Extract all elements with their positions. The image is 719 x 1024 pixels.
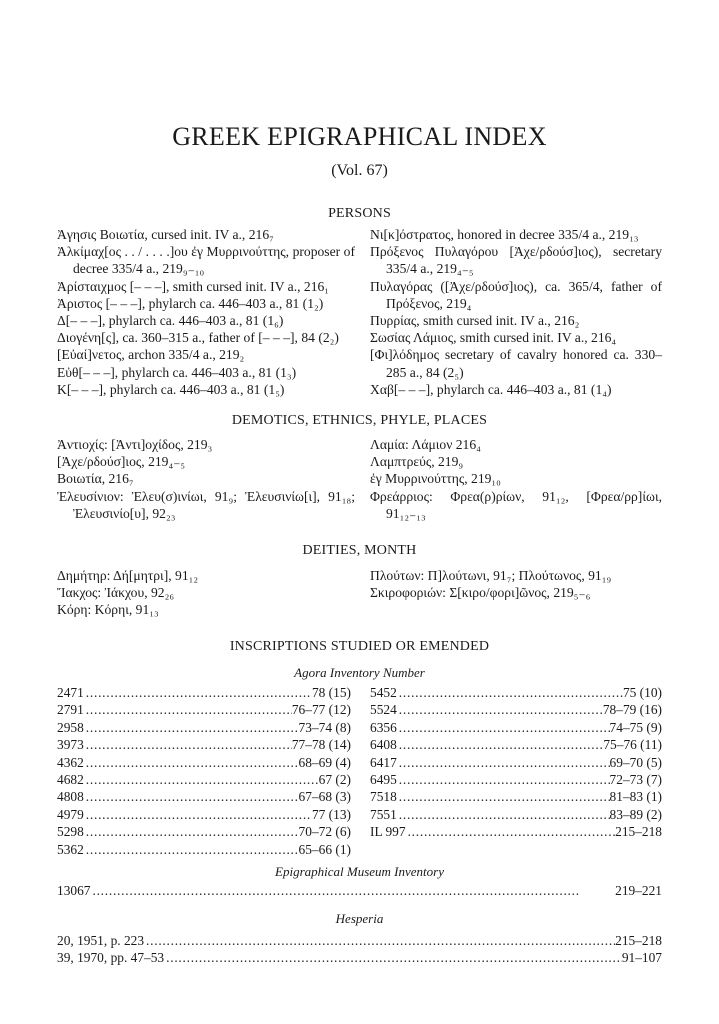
leader-dots <box>397 736 604 753</box>
index-entry: Πλούτων: Π]λούτωνι, 91₇; Πλούτωνος, 91₁₉ <box>370 568 612 583</box>
index-entry: [Φι]λόδημος secretary of cavalry honored ca. 330–285 a., 84 (2₅) <box>370 347 662 380</box>
inventory-number: 7518 <box>370 789 397 805</box>
inventory-row <box>370 823 662 840</box>
inventory-number: 4682 <box>57 772 84 788</box>
inventory-number: 6417 <box>370 754 397 770</box>
leader-dots <box>84 771 319 788</box>
demotics-right-column <box>370 436 662 522</box>
inventory-number: 5524 <box>370 702 397 718</box>
inventory-row <box>370 719 662 736</box>
index-entry: Ἀλκίμαχ[ος . . / . . . .]ου ἐγ Μυρρινούττης, proposer of decree 335/4 a., 219₉₋₁₀ <box>57 244 355 277</box>
volume-label: (Vol. 67) <box>331 162 388 179</box>
page-reference: 219–221 <box>615 883 662 898</box>
leader-dots <box>144 932 615 949</box>
index-entry: Χαβ[– – –], phylarch ca. 446–403 a., 81 (1₄) <box>370 381 612 397</box>
index-entry: Πρόξενος Πυλαγόρου [Ἀχε/ρδούσ]ιος), secretary 335/4 a., 219₄₋₅ <box>370 244 662 277</box>
leader-dots <box>84 736 292 753</box>
section-heading-deities: DEITIES, MONTH <box>302 543 417 558</box>
deities-right-column <box>370 567 662 601</box>
page-reference: 74–75 (9) <box>609 719 662 735</box>
inventory-row <box>57 736 351 753</box>
index-entry: Ἴακχος: Ἰάκχου, 92₂₆ <box>57 585 175 601</box>
page-reference: 73–74 (8) <box>298 719 351 735</box>
persons-left-column <box>57 226 355 398</box>
inventory-row <box>57 719 351 736</box>
museum-list <box>57 882 662 899</box>
index-entry: Νι[κ]όστρατος, honored in decree 335/4 a., 219₁₃ <box>370 227 639 242</box>
demotics-left-column <box>57 436 355 522</box>
index-entry: Ἐλευσίνιον: Ἐλευ(σ)ινίωι, 91₉; Ἐλευσινίω[ι], 91₁₈; Ἐλευσινίο[υ], 92₂₃ <box>57 488 355 521</box>
inventory-row <box>57 823 351 840</box>
leader-dots <box>397 701 603 718</box>
leader-dots <box>84 701 292 718</box>
inventory-number: 2471 <box>57 685 84 700</box>
inventory-number: 13067 <box>57 883 91 898</box>
inventory-number: 7551 <box>370 806 397 822</box>
inventory-row <box>370 701 662 718</box>
page-reference: 91–107 <box>621 950 662 966</box>
index-entry: Ἀρίσταιχμος [– – –], smith cursed init. IV a., 216₁ <box>57 278 330 294</box>
index-entry: Κόρη: Κόρηι, 91₁₃ <box>57 602 159 618</box>
page-reference: 77 (13) <box>311 806 351 822</box>
inventory-row <box>57 882 662 899</box>
inventory-row <box>370 788 662 805</box>
inventory-row <box>370 736 662 753</box>
inventory-number: 6408 <box>370 737 397 753</box>
inventory-row <box>57 701 351 718</box>
leader-dots <box>397 684 623 701</box>
index-entry: [Εὐαί]νετος, archon 335/4 a., 219₂ <box>57 347 245 363</box>
index-entry: Διογένη[ς], ca. 360–315 a., father of [– – –], 84 (2₂) <box>57 330 339 346</box>
leader-dots <box>397 771 610 788</box>
page-reference: 68–69 (4) <box>298 754 351 770</box>
section-heading-demotics: DEMOTICS, ETHNICS, PHYLE, PLACES <box>231 413 488 428</box>
index-entry: Δημήτηρ: Δή[μητρι], 91₁₂ <box>57 568 199 583</box>
page-title: GREEK EPIGRAPHICAL INDEX <box>172 122 547 151</box>
page-reference: 70–72 (6) <box>298 824 351 840</box>
inventory-number: 5452 <box>370 685 397 700</box>
index-entry: Φρεάρριος: Φρεα(ρ)ρίων, 91₁₂, [Φρεα/ρρ]ίωι, 91₁₂₋₁₃ <box>370 488 662 521</box>
index-entry: Ἀριστος [– – –], phylarch ca. 446–403 a., 81 (1₂) <box>57 295 324 311</box>
inventory-row <box>57 684 351 701</box>
index-entry: Ἀντιοχίς: [Ἀντι]οχίδος, 219₃ <box>57 437 213 452</box>
page-reference: 65–66 (1) <box>298 841 351 857</box>
index-entry: Σκιροφοριών: Σ[κιρο/φορι]ῶνος, 219₅₋₆ <box>370 585 591 601</box>
inventory-row <box>57 754 351 771</box>
leader-dots <box>164 949 622 966</box>
leader-dots <box>90 882 615 899</box>
inventory-row <box>370 771 662 788</box>
inventory-row <box>57 841 351 858</box>
inventory-number: IL 997 <box>370 824 406 840</box>
page-reference: 78–79 (16) <box>602 702 662 718</box>
inventory-number: 6356 <box>370 719 397 735</box>
index-entry: Ἀγησις Βοιωτία, cursed init. IV a., 216₇ <box>57 227 274 242</box>
index-entry: Πυλαγόρας ([Ἀχε/ρδούσ]ιος), ca. 365/4, father of Πρόξενος, 219₄ <box>370 278 662 311</box>
inventory-row <box>370 806 662 823</box>
page-reference: 76–77 (12) <box>291 702 351 718</box>
inventory-number: 5362 <box>57 841 84 857</box>
inventory-row <box>57 788 351 805</box>
deities-left-column <box>57 567 355 619</box>
citation: 39, 1970, pp. 47–53 <box>57 950 165 966</box>
index-entry: Εὐθ[– – –], phylarch ca. 446–403 a., 81 (1₃) <box>57 364 297 380</box>
index-entry: Σωσίας Λάμιος, smith cursed init. IV a., 216₄ <box>370 330 617 346</box>
leader-dots <box>84 719 299 736</box>
inventory-number: 4979 <box>57 806 84 822</box>
leader-dots <box>84 754 299 771</box>
leader-dots <box>397 754 610 771</box>
page-reference: 78 (15) <box>311 685 351 700</box>
page-reference: 215–218 <box>615 933 662 948</box>
index-entry: Πυρρίας, smith cursed init. IV a., 216₂ <box>370 313 580 329</box>
page-reference: 67–68 (3) <box>298 789 351 805</box>
inventory-row <box>57 771 351 788</box>
subheading-agora: Agora Inventory Number <box>294 665 425 680</box>
citation-row <box>57 932 662 949</box>
leader-dots <box>397 806 610 823</box>
page-reference: 77–78 (14) <box>291 737 351 753</box>
inventory-number: 2958 <box>57 719 84 735</box>
inventory-number: 3973 <box>57 737 84 753</box>
page-reference: 81–83 (1) <box>609 789 662 805</box>
page-reference: 67 (2) <box>318 772 351 788</box>
agora-left-column <box>57 684 351 858</box>
citation: 20, 1951, p. 223 <box>57 933 145 948</box>
agora-right-column <box>370 684 662 841</box>
leader-dots <box>84 841 299 858</box>
citation-row <box>57 949 662 966</box>
leader-dots <box>397 788 610 805</box>
index-entry: Λαμπτρεύς, 219₉ <box>370 454 464 470</box>
leader-dots <box>84 788 299 805</box>
inventory-row <box>370 754 662 771</box>
subheading-hesperia: Hesperia <box>335 911 384 926</box>
index-entry: Λαμία: Λάμιον 216₄ <box>370 437 481 452</box>
index-entry: Δ[– – –], phylarch ca. 446–403 a., 81 (1₆) <box>57 313 284 329</box>
inventory-number: 4808 <box>57 789 84 805</box>
index-entry: Κ[– – –], phylarch ca. 446–403 a., 81 (1₅) <box>57 381 285 397</box>
inventory-row <box>57 806 351 823</box>
index-entry: [Ἀχε/ρδούσ]ιος, 219₄₋₅ <box>57 454 186 470</box>
subheading-museum: Epigraphical Museum Inventory <box>275 864 444 879</box>
inventory-number: 2791 <box>57 702 84 718</box>
inventory-number: 5298 <box>57 824 84 840</box>
section-heading-inscriptions: INSCRIPTIONS STUDIED OR EMENDED <box>229 639 490 654</box>
page-reference: 83–89 (2) <box>609 806 662 822</box>
leader-dots <box>406 823 616 840</box>
leader-dots <box>84 684 312 701</box>
inventory-number: 4362 <box>57 754 84 770</box>
index-entry: Βοιωτία, 216₇ <box>57 471 134 487</box>
leader-dots <box>397 719 610 736</box>
section-heading-persons: PERSONS <box>328 206 391 221</box>
persons-right-column <box>370 226 662 398</box>
hesperia-list <box>57 932 662 967</box>
page-reference: 215–218 <box>615 824 662 840</box>
page-reference: 75–76 (11) <box>603 737 662 753</box>
inventory-number: 6495 <box>370 772 397 788</box>
page-reference: 75 (10) <box>622 685 662 700</box>
page-reference: 69–70 (5) <box>609 754 662 770</box>
leader-dots <box>84 823 299 840</box>
index-entry: ἐγ Μυρρινούττης, 219₁₀ <box>370 471 501 487</box>
page-reference: 72–73 (7) <box>609 772 662 788</box>
leader-dots <box>84 806 312 823</box>
inventory-row <box>370 684 662 701</box>
